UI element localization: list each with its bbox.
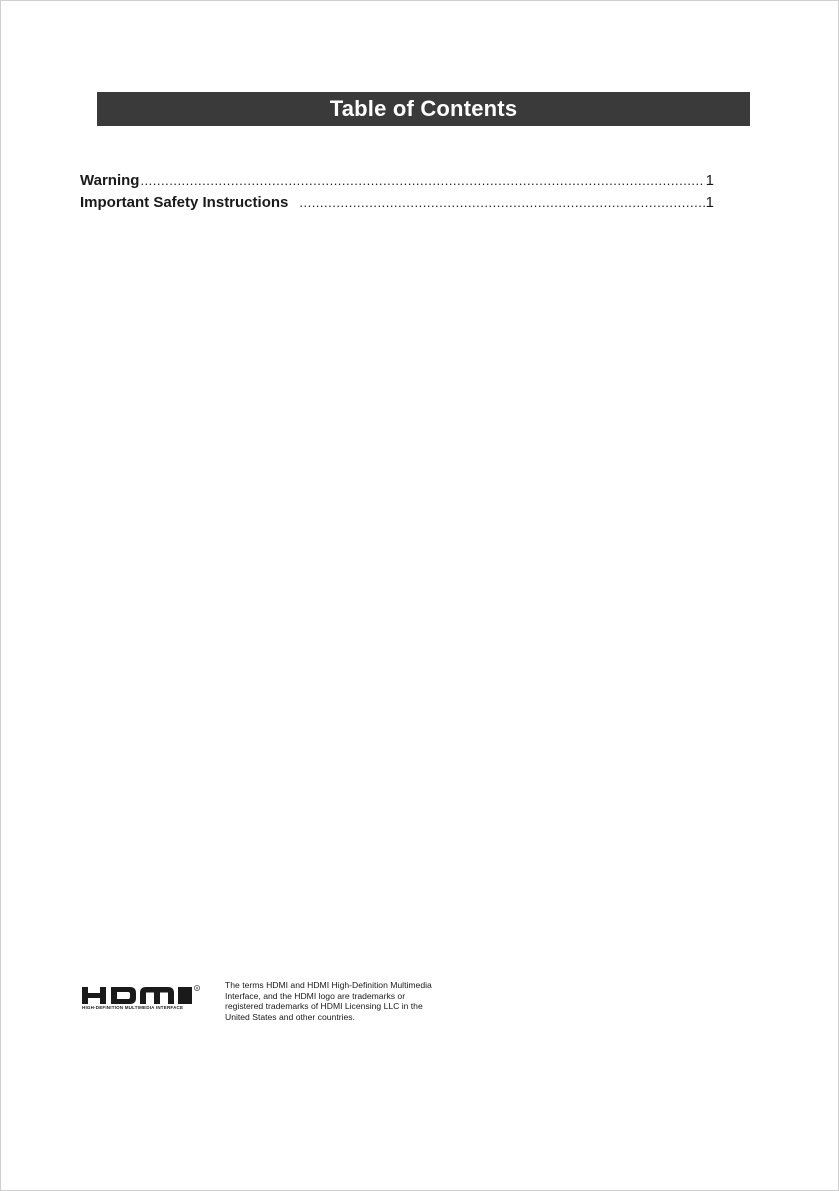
title-bar bbox=[97, 92, 750, 126]
hdmi-trademark-note bbox=[225, 980, 455, 1022]
toc-entry-label: Warning bbox=[80, 172, 140, 189]
hdmi-logo-icon bbox=[82, 982, 202, 1016]
toc-entry-page: 1 bbox=[705, 194, 714, 211]
trademark-note-line: registered trademarks of HDMI Licensing LLC in the bbox=[225, 1001, 423, 1012]
toc-entry-warning[interactable] bbox=[80, 172, 714, 194]
toc-dot-leader bbox=[140, 173, 704, 188]
toc-dot-leader bbox=[299, 195, 704, 210]
trademark-note-line: United States and other countries. bbox=[225, 1011, 355, 1022]
page-title: Table of Contents bbox=[329, 96, 518, 121]
svg-text:R: R bbox=[195, 986, 199, 991]
hdmi-logo-tagline: HIGH-DEFINITION MULTIMEDIA INTERFACE bbox=[82, 1005, 184, 1010]
trademark-note-line: Interface, and the HDMI logo are trademarks or bbox=[225, 990, 406, 1001]
table-of-contents bbox=[80, 172, 714, 216]
toc-entry-safety-instructions[interactable] bbox=[80, 194, 714, 216]
toc-entry-page: 1 bbox=[705, 172, 714, 189]
hdmi-trademark-footer bbox=[82, 980, 482, 1040]
trademark-note-line: The terms HDMI and HDMI High-Definition Multimedia bbox=[225, 980, 432, 990]
toc-entry-label: Important Safety Instructions bbox=[80, 194, 289, 211]
